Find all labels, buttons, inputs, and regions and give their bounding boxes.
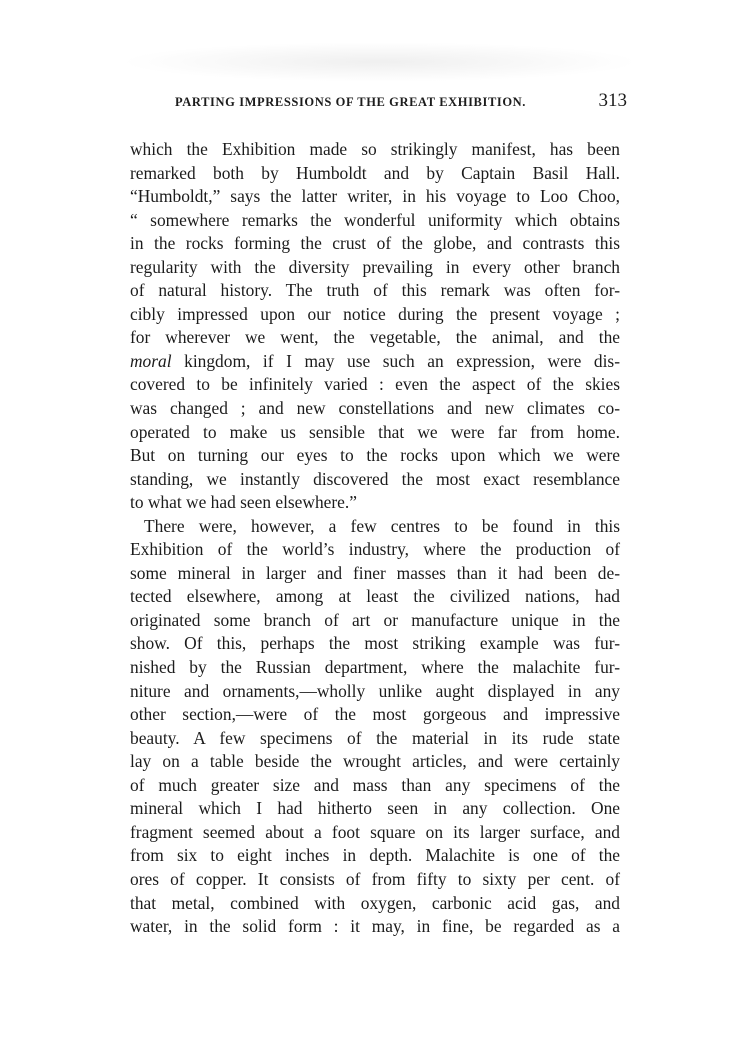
paper-smudge <box>120 42 640 82</box>
running-head: PARTING IMPRESSIONS OF THE GREAT EXHIBITION. <box>175 95 527 109</box>
text-line: in the rocks forming the crust of the globe, and contrasts this <box>130 233 620 254</box>
text-line: covered to be infinitely varied : even the aspect of the skies <box>130 374 620 395</box>
text-line: lay on a table beside the wrought articles, and were certainly <box>130 751 620 772</box>
text-line: of much greater size and mass than any specimens of the <box>130 774 620 795</box>
text-line: some mineral in larger and finer masses than it had been de- <box>130 562 620 583</box>
text-line: that metal, combined with oxygen, carbonic acid gas, and <box>130 892 620 913</box>
text-line: “ somewhere remarks the wonderful uniformity which obtains <box>130 209 620 230</box>
italic-word: moral <box>130 350 172 371</box>
text-line: fragment seemed about a foot square on its larger surface, and <box>130 821 620 842</box>
text-line: water, in the solid form : it may, in fine, be regarded as a <box>130 916 620 937</box>
text-line: was changed ; and new constellations and new climates co- <box>130 398 620 419</box>
text-line: niture and ornaments,—wholly unlike aught displayed in any <box>130 680 620 701</box>
text-line: Exhibition of the world’s industry, where the production of <box>130 539 620 560</box>
body-text <box>130 138 620 939</box>
text-line: ores of copper. It consists of from fifty to sixty per cent. of <box>130 868 620 889</box>
text-line: originated some branch of art or manufacture unique in the <box>130 609 620 630</box>
text-line: regularity with the diversity prevailing in every other branch <box>130 256 620 277</box>
text-line: which the Exhibition made so strikingly manifest, has been <box>130 139 620 159</box>
text-line: from six to eight inches in depth. Malachite is one of the <box>130 845 620 866</box>
text-after: kingdom, if I may use such an expression, were dis- <box>171 350 620 371</box>
text-line: “Humboldt,” says the latter writer, in his voyage to Loo Choo, <box>130 186 620 207</box>
text-line: show. Of this, perhaps the most striking example was fur- <box>130 633 620 654</box>
text-line: There were, however, a few centres to be found in this <box>144 515 620 536</box>
text-line: operated to make us sensible that we were far from home. <box>130 421 620 442</box>
text-line: for wherever we went, the vegetable, the animal, and the <box>130 327 620 348</box>
text-line: to what we had seen elsewhere.” <box>130 492 357 513</box>
text-line: tected elsewhere, among at least the civilized nations, had <box>130 586 620 607</box>
text-line: mineral which I had hitherto seen in any collection. One <box>130 798 620 819</box>
text-line: remarked both by Humboldt and by Captain Basil Hall. <box>130 162 620 183</box>
text-line: cibly impressed upon our notice during the present voyage ; <box>130 303 620 324</box>
text-line: But on turning our eyes to the rocks upon which we were <box>130 445 620 466</box>
text-line: nished by the Russian department, where the malachite fur- <box>130 657 620 678</box>
text-line <box>130 350 620 374</box>
page-header <box>130 90 627 120</box>
text-line: beauty. A few specimens of the material in its rude state <box>130 727 620 748</box>
text-line: of natural history. The truth of this remark was often for- <box>130 280 620 301</box>
text-line: standing, we instantly discovered the most exact resemblance <box>130 468 620 489</box>
text-line: other section,—were of the most gorgeous and impressive <box>130 704 620 725</box>
page-number: 313 <box>598 90 627 111</box>
